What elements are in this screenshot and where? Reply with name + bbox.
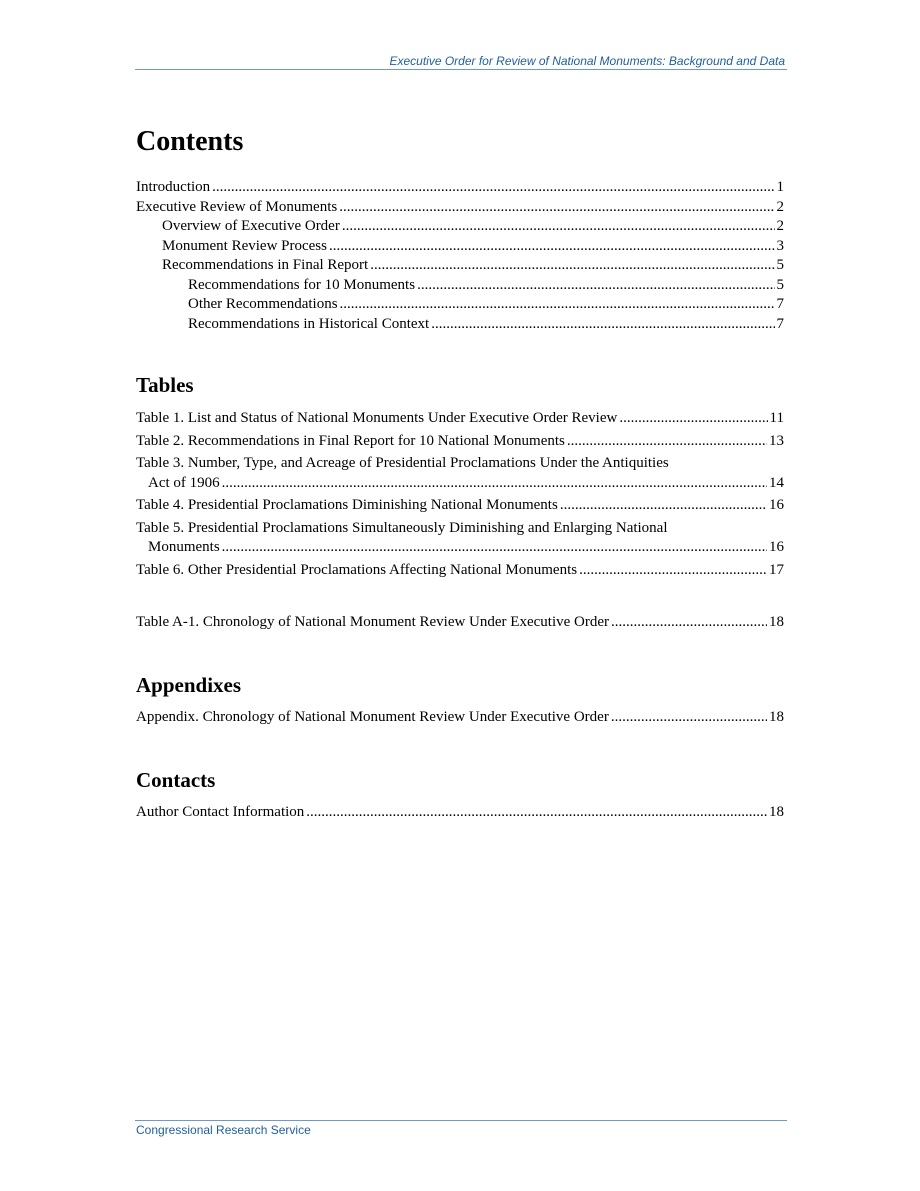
contacts-list — [136, 803, 784, 823]
leader-dots — [222, 474, 767, 494]
toc-entry[interactable] — [136, 454, 784, 493]
leader-dots — [417, 276, 774, 296]
toc-entry-page: 5 — [776, 257, 784, 273]
leader-dots — [579, 561, 767, 581]
running-header: Executive Order for Review of National Monuments: Background and Data — [389, 54, 785, 68]
toc-entry-page: 5 — [776, 276, 784, 293]
leader-dots — [560, 496, 767, 516]
toc-entry-page: 3 — [776, 237, 784, 254]
contents-title: Contents — [136, 126, 244, 157]
footer-org: Congressional Research Service — [136, 1123, 311, 1137]
leader-dots — [619, 409, 767, 429]
toc-entry-label: Monument Review Process — [162, 237, 327, 254]
toc-entry[interactable] — [136, 315, 784, 335]
leader-dots — [339, 198, 774, 218]
toc-entry[interactable] — [136, 561, 784, 581]
toc-entry-page: 17 — [769, 561, 784, 578]
toc-entry-label: Recommendations in Historical Context — [188, 315, 430, 332]
leader-dots — [306, 803, 767, 823]
toc-entry[interactable] — [136, 519, 784, 558]
leader-dots — [611, 613, 767, 633]
toc-entry-label: Introduction — [136, 179, 211, 195]
toc-entry-page: 2 — [776, 218, 784, 234]
toc-entry-page: 11 — [769, 410, 784, 426]
leader-dots — [611, 708, 767, 728]
toc-entry-label: Overview of Executive Order — [162, 218, 340, 234]
toc-entry[interactable] — [136, 276, 784, 296]
toc-entry-label: Table 6. Other Presidential Proclamations Affecting National Monuments — [136, 561, 578, 578]
toc-entry-page: 1 — [776, 179, 784, 195]
leader-dots — [567, 432, 767, 452]
toc-entry-label: Appendix. Chronology of National Monument Review Under Executive Order — [136, 708, 609, 725]
toc-entry-label: Table 1. List and Status of National Monuments Under Executive Order Review — [136, 410, 618, 426]
toc-entry-page: 14 — [769, 474, 784, 491]
tables-title: Tables — [136, 373, 194, 397]
toc-entry-label: Table 5. Presidential Proclamations Simultaneously Diminishing and Enlarging National — [136, 519, 668, 536]
contacts-title: Contacts — [136, 768, 216, 792]
toc-entry[interactable] — [136, 613, 784, 633]
appendixes-title: Appendixes — [136, 672, 242, 697]
toc-entry-page: 18 — [769, 614, 784, 630]
toc-entry-label: Table 3. Number, Type, and Acreage of Presidential Proclamations Under the Antiquities — [136, 455, 669, 471]
toc-entry-label: Recommendations for 10 Monuments — [188, 276, 416, 293]
leader-dots — [340, 295, 775, 315]
leader-dots — [212, 178, 774, 198]
toc-entry-label: Other Recommendations — [188, 296, 338, 312]
toc-entry-label: Table A-1. Chronology of National Monument Review Under Executive Order — [136, 614, 609, 630]
header-rule — [135, 69, 787, 70]
toc-entry-label-continued: Act of 1906 — [148, 474, 220, 491]
toc-entry[interactable] — [136, 803, 784, 823]
toc-entry-label: Executive Review of Monuments — [136, 198, 338, 215]
appendixes-list — [136, 708, 784, 728]
contents-list — [136, 178, 784, 334]
toc-entry[interactable] — [136, 237, 784, 257]
toc-entry-label-continued: Monuments — [148, 539, 220, 555]
footer-rule — [135, 1120, 787, 1121]
toc-entry[interactable] — [136, 256, 784, 276]
toc-page — [136, 120, 784, 823]
leader-dots — [222, 538, 767, 558]
toc-entry[interactable] — [136, 409, 784, 429]
toc-entry-page: 7 — [776, 315, 784, 332]
toc-entry[interactable] — [136, 708, 784, 728]
toc-entry-page: 16 — [769, 539, 784, 555]
toc-entry-label: Table 4. Presidential Proclamations Diminishing National Monuments — [136, 497, 558, 513]
toc-entry[interactable] — [136, 496, 784, 516]
toc-entry-page: 7 — [776, 296, 784, 312]
toc-entry-page: 16 — [769, 497, 784, 513]
toc-entry[interactable] — [136, 217, 784, 237]
tables-list — [136, 409, 784, 633]
leader-dots — [370, 256, 774, 276]
toc-entry-page: 2 — [776, 198, 784, 215]
toc-entry[interactable] — [136, 178, 784, 198]
leader-dots — [342, 217, 775, 237]
toc-entry[interactable] — [136, 432, 784, 452]
toc-entry-page: 13 — [769, 432, 784, 449]
toc-entry[interactable] — [136, 198, 784, 218]
toc-entry-label: Recommendations in Final Report — [162, 257, 369, 273]
toc-entry-label: Table 2. Recommendations in Final Report for 10 National Monuments — [136, 432, 565, 449]
leader-dots — [431, 315, 774, 335]
toc-entry-page: 18 — [769, 708, 784, 725]
toc-entry-label: Author Contact Information — [136, 804, 305, 820]
toc-entry[interactable] — [136, 295, 784, 315]
toc-entry-page: 18 — [769, 804, 784, 820]
leader-dots — [329, 237, 775, 257]
